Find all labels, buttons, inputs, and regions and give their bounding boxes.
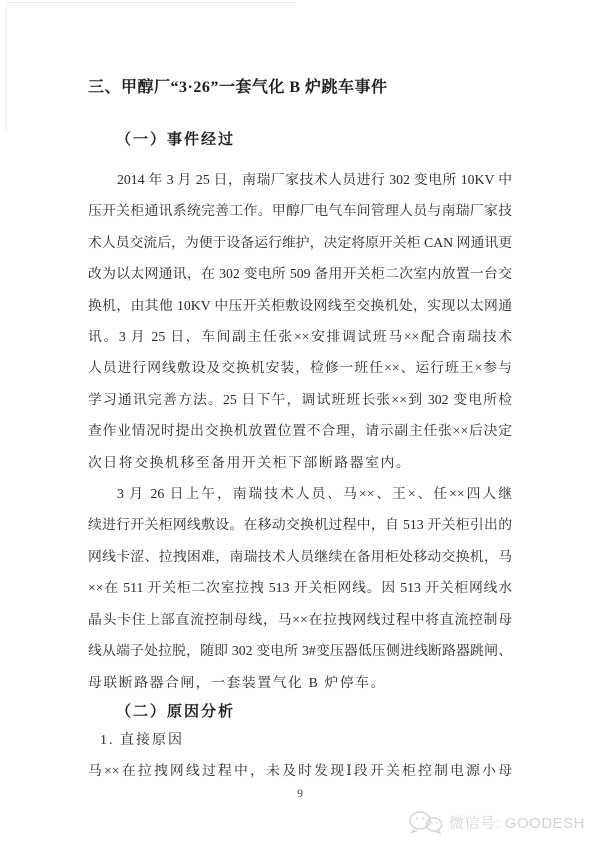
scan-edge-artifact — [6, 2, 296, 3]
text-line: 换机，由其他 10KV 中压开关柜敷设网线至交换机处，实现以太网通 — [88, 297, 512, 313]
text-line: 改为以太网通讯，在 302 变电所 509 备用开关柜二次室内放置一台交 — [88, 266, 512, 282]
paragraph-direct-cause — [88, 755, 512, 786]
text-line: 网线卡涩、拉拽困难，南瑞技术人员继续在备用柜处移动交换机，马 — [88, 548, 512, 564]
scan-edge-artifact — [6, 2, 7, 132]
text-line: 次日将交换机移至备用开关柜下部断路器室内。 — [88, 454, 412, 470]
text-line: 术人员交流后，为便于设备运行维护，决定将原开关柜 CAN 网通讯更 — [88, 234, 512, 250]
document-content — [88, 78, 512, 786]
watermark — [407, 810, 585, 834]
text-line: 学习通讯完善方法。25 日下午，调试班班长张××到 302 变电所检 — [88, 391, 512, 407]
text-line: 2014 年 3 月 25 日，南瑞厂家技术人员进行 302 变电所 10KV 中 — [117, 172, 512, 187]
subheading-direct-cause: 1. 直接原因 — [100, 732, 184, 748]
text-line: 母联断路器合闸，一套装置气化 B 炉停车。 — [88, 674, 387, 690]
wechat-icon — [407, 810, 443, 834]
text-line: 线从端子处拉脱，随即 302 变电所 3#变压器低压侧进线断路器跳闸、 — [88, 643, 512, 659]
text-line: 晶头卡住上部直流控制母线，马××在拉拽网线过程中将直流控制母 — [88, 611, 512, 627]
paragraph-event-course-1 — [88, 164, 512, 478]
page-number: 9 — [297, 786, 303, 800]
text-line: 压开关柜通讯系统完善工作。甲醇厂电气车间管理人员与南瑞厂家技 — [88, 203, 512, 219]
text-line: 查作业情况时提出交换机放置位置不合理，请示副主任张××后决定 — [88, 423, 512, 439]
document-title: 三、甲醇厂“3·26”一套气化 B 炉跳车事件 — [88, 79, 388, 96]
text-line: 3 月 26 日上午，南瑞技术人员、马××、王×、任××四人继 — [117, 486, 512, 502]
text-line: ××在 511 开关柜二次室拉拽 513 开关柜网线。因 513 开关柜网线水 — [88, 580, 512, 596]
paragraph-event-course-2 — [88, 478, 512, 698]
section-heading-event-course: （一）事件经过 — [116, 132, 236, 148]
text-line: 续进行开关柜网线敷设。在移动交换机过程中，自 513 开关柜引出的 — [88, 517, 512, 533]
section-heading-cause-analysis: （二）原因分析 — [116, 703, 236, 720]
text-line: 马××在拉拽网线过程中，未及时发现Ⅰ段开关柜控制电源小母 — [88, 762, 512, 778]
text-line: 讯。3 月 25 日，车间副主任张××安排调试班马××配合南瑞技术 — [88, 329, 512, 345]
text-line: 人员进行网线敷设及交换机安装，检修一班任××、运行班王×参与 — [88, 360, 512, 376]
watermark-label: 微信号: GOODESH — [448, 814, 585, 832]
